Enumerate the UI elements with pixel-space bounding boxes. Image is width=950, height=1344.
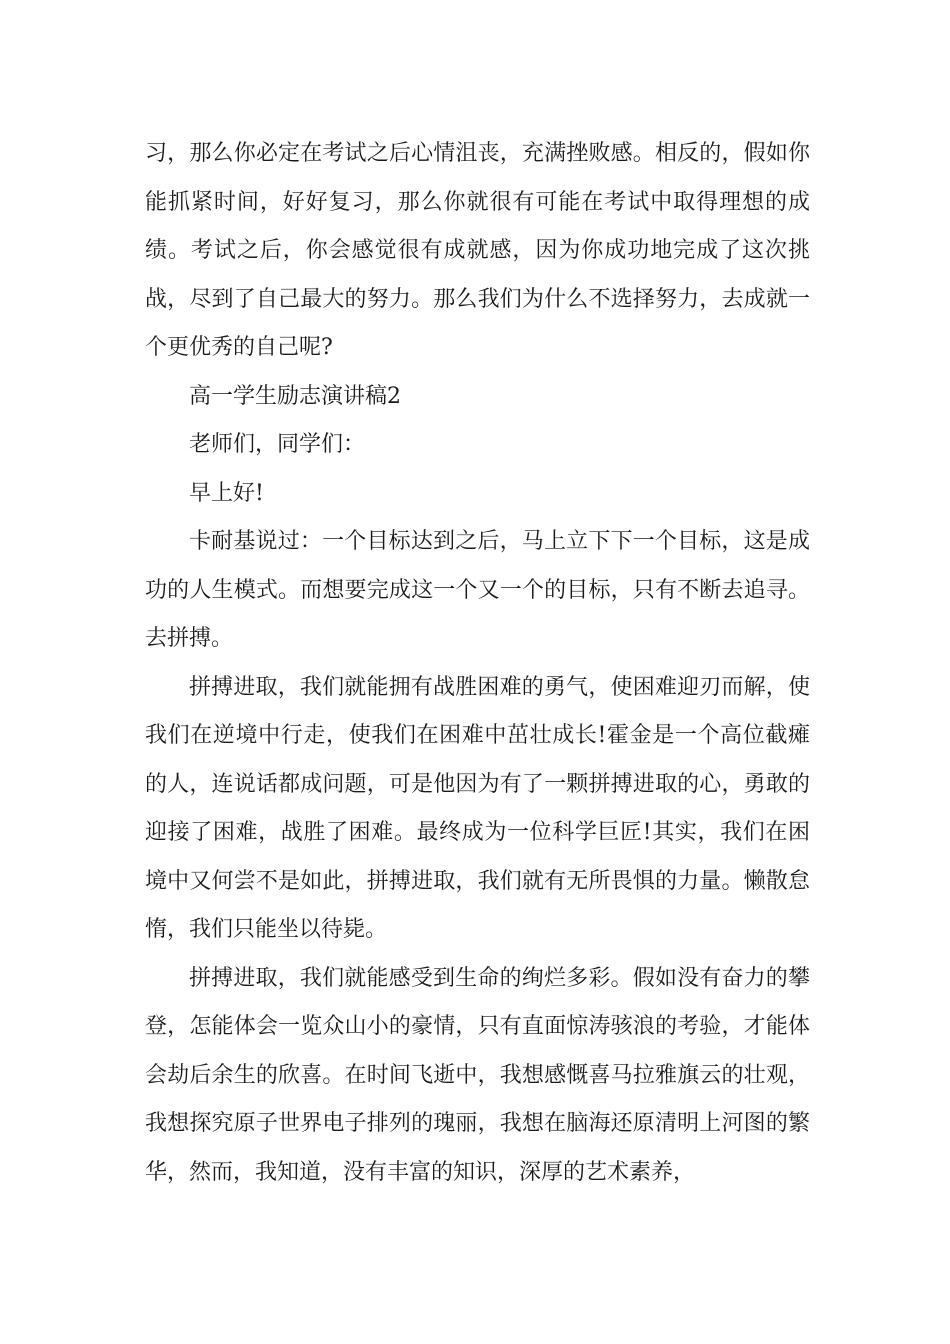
greeting: 早上好! <box>189 480 264 506</box>
paragraph-carnegie-quote: 卡耐基说过：一个目标达到之后，马上立下下一个目标，这是成功的人生模式。而想要完成这一个又一个的目标，只有不断去追寻。去拼搏。 <box>145 529 810 651</box>
paragraph-continuation: 习，那么你必定在考试之后心情沮丧，充满挫败感。相反的，假如你能抓紧时间，好好复习，那么你就很有可能在考试中取得理想的成绩。考试之后，你会感觉很有成就感，因为你成功地完成了这次挑战，尽到了自己最大的努力。那么我们为什么不选择努力，去成就一个更优秀的自己呢? <box>145 141 810 360</box>
paragraph-courage: 拼搏进取，我们就能拥有战胜困难的勇气，使困难迎刃而解，使我们在逆境中行走，使我们在困难中茁壮成长!霍金是一个高位截瘫的人，连说话都成问题，可是他因为有了一颗拼搏进取的心，勇敢的迎接了困难，战胜了困难。最终成为一位科学巨匠!其实，我们在困境中又何尝不是如此，拼搏进取，我们就有无所畏惧的力量。懒散怠惰，我们只能坐以待毙。 <box>145 674 810 942</box>
document-body <box>145 130 810 1197</box>
paragraph-life-colors: 拼搏进取，我们就能感受到生命的绚烂多彩。假如没有奋力的攀登，怎能体会一览众山小的豪情，只有直面惊涛骇浪的考验，才能体会劫后余生的欣喜。在时间飞逝中，我想感慨喜马拉雅旗云的壮观，我想探究原子世界电子排列的瑰丽，我想在脑海还原清明上河图的繁华，然而，我知道，没有丰富的知识，深厚的艺术素养， <box>145 965 810 1185</box>
salutation: 老师们，同学们： <box>189 432 366 457</box>
speech-title: 高一学生励志演讲稿2 <box>189 383 401 409</box>
